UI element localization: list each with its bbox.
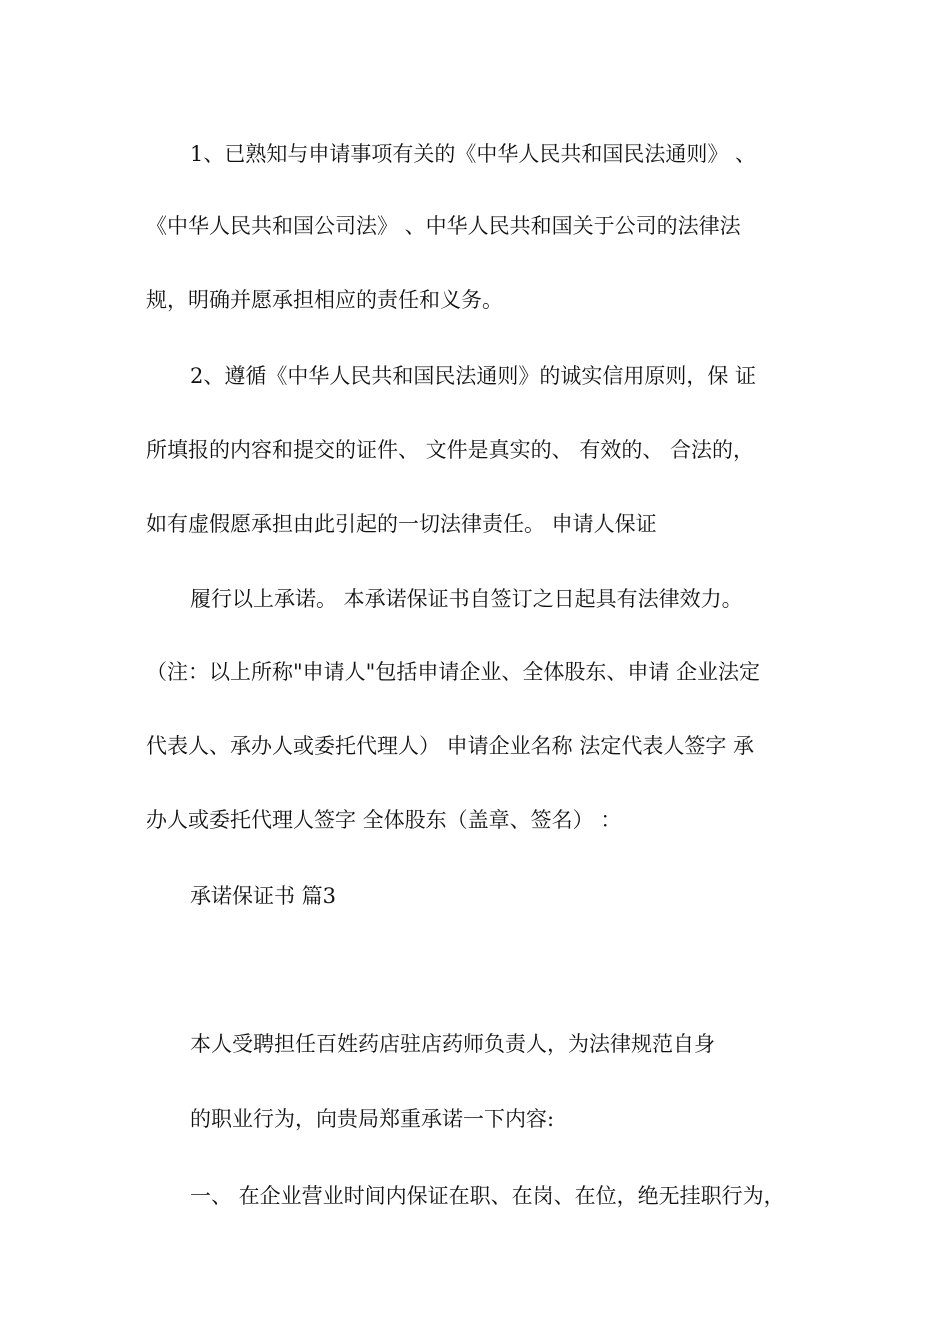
paragraph-line-10: 办人或委托代理人签字 全体股东（盖章、签名） ： [146,808,622,832]
paragraph-line-2: 《中华人民共和国公司法》 、中华人民共和国关于公司的法律法 [146,214,741,238]
paragraph-line-5: 所填报的内容和提交的证件、 文件是真实的、 有效的、 合法的， [146,438,755,462]
paragraph-line-12: 本人受聘担任百姓药店驻店药师负责人，为法律规范自身 [190,1032,715,1056]
paragraph-line-13: 的职业行为，向贵局郑重承诺一下内容: [190,1107,555,1131]
paragraph-line-6: 如有虚假愿承担由此引起的一切法律责任。 申请人保证 [146,512,657,536]
paragraph-line-9: 代表人、承办人或委托代理人） 申请企业名称 法定代表人签字 承 [146,734,755,758]
paragraph-line-4: 2、遵循《中华人民共和国民法通则》的诚实信用原则，保 证 [190,364,757,388]
paragraph-line-8: （注：以上所称"申请人"包括申请企业、全体股东、申请 企业法定 [146,660,760,684]
paragraph-line-3: 规，明确并愿承担相应的责任和义务。 [146,288,503,312]
section-heading: 承诺保证书 篇3 [190,884,337,908]
paragraph-line-7: 履行以上承诺。 本承诺保证书自签订之日起具有法律效力。 [190,587,743,611]
paragraph-line-14: 一、 在企业营业时间内保证在职、在岗、在位，绝无挂职行为， [190,1184,785,1208]
paragraph-line-1: 1、已熟知与申请事项有关的《中华人民共和国民法通则》 、 [190,142,757,166]
